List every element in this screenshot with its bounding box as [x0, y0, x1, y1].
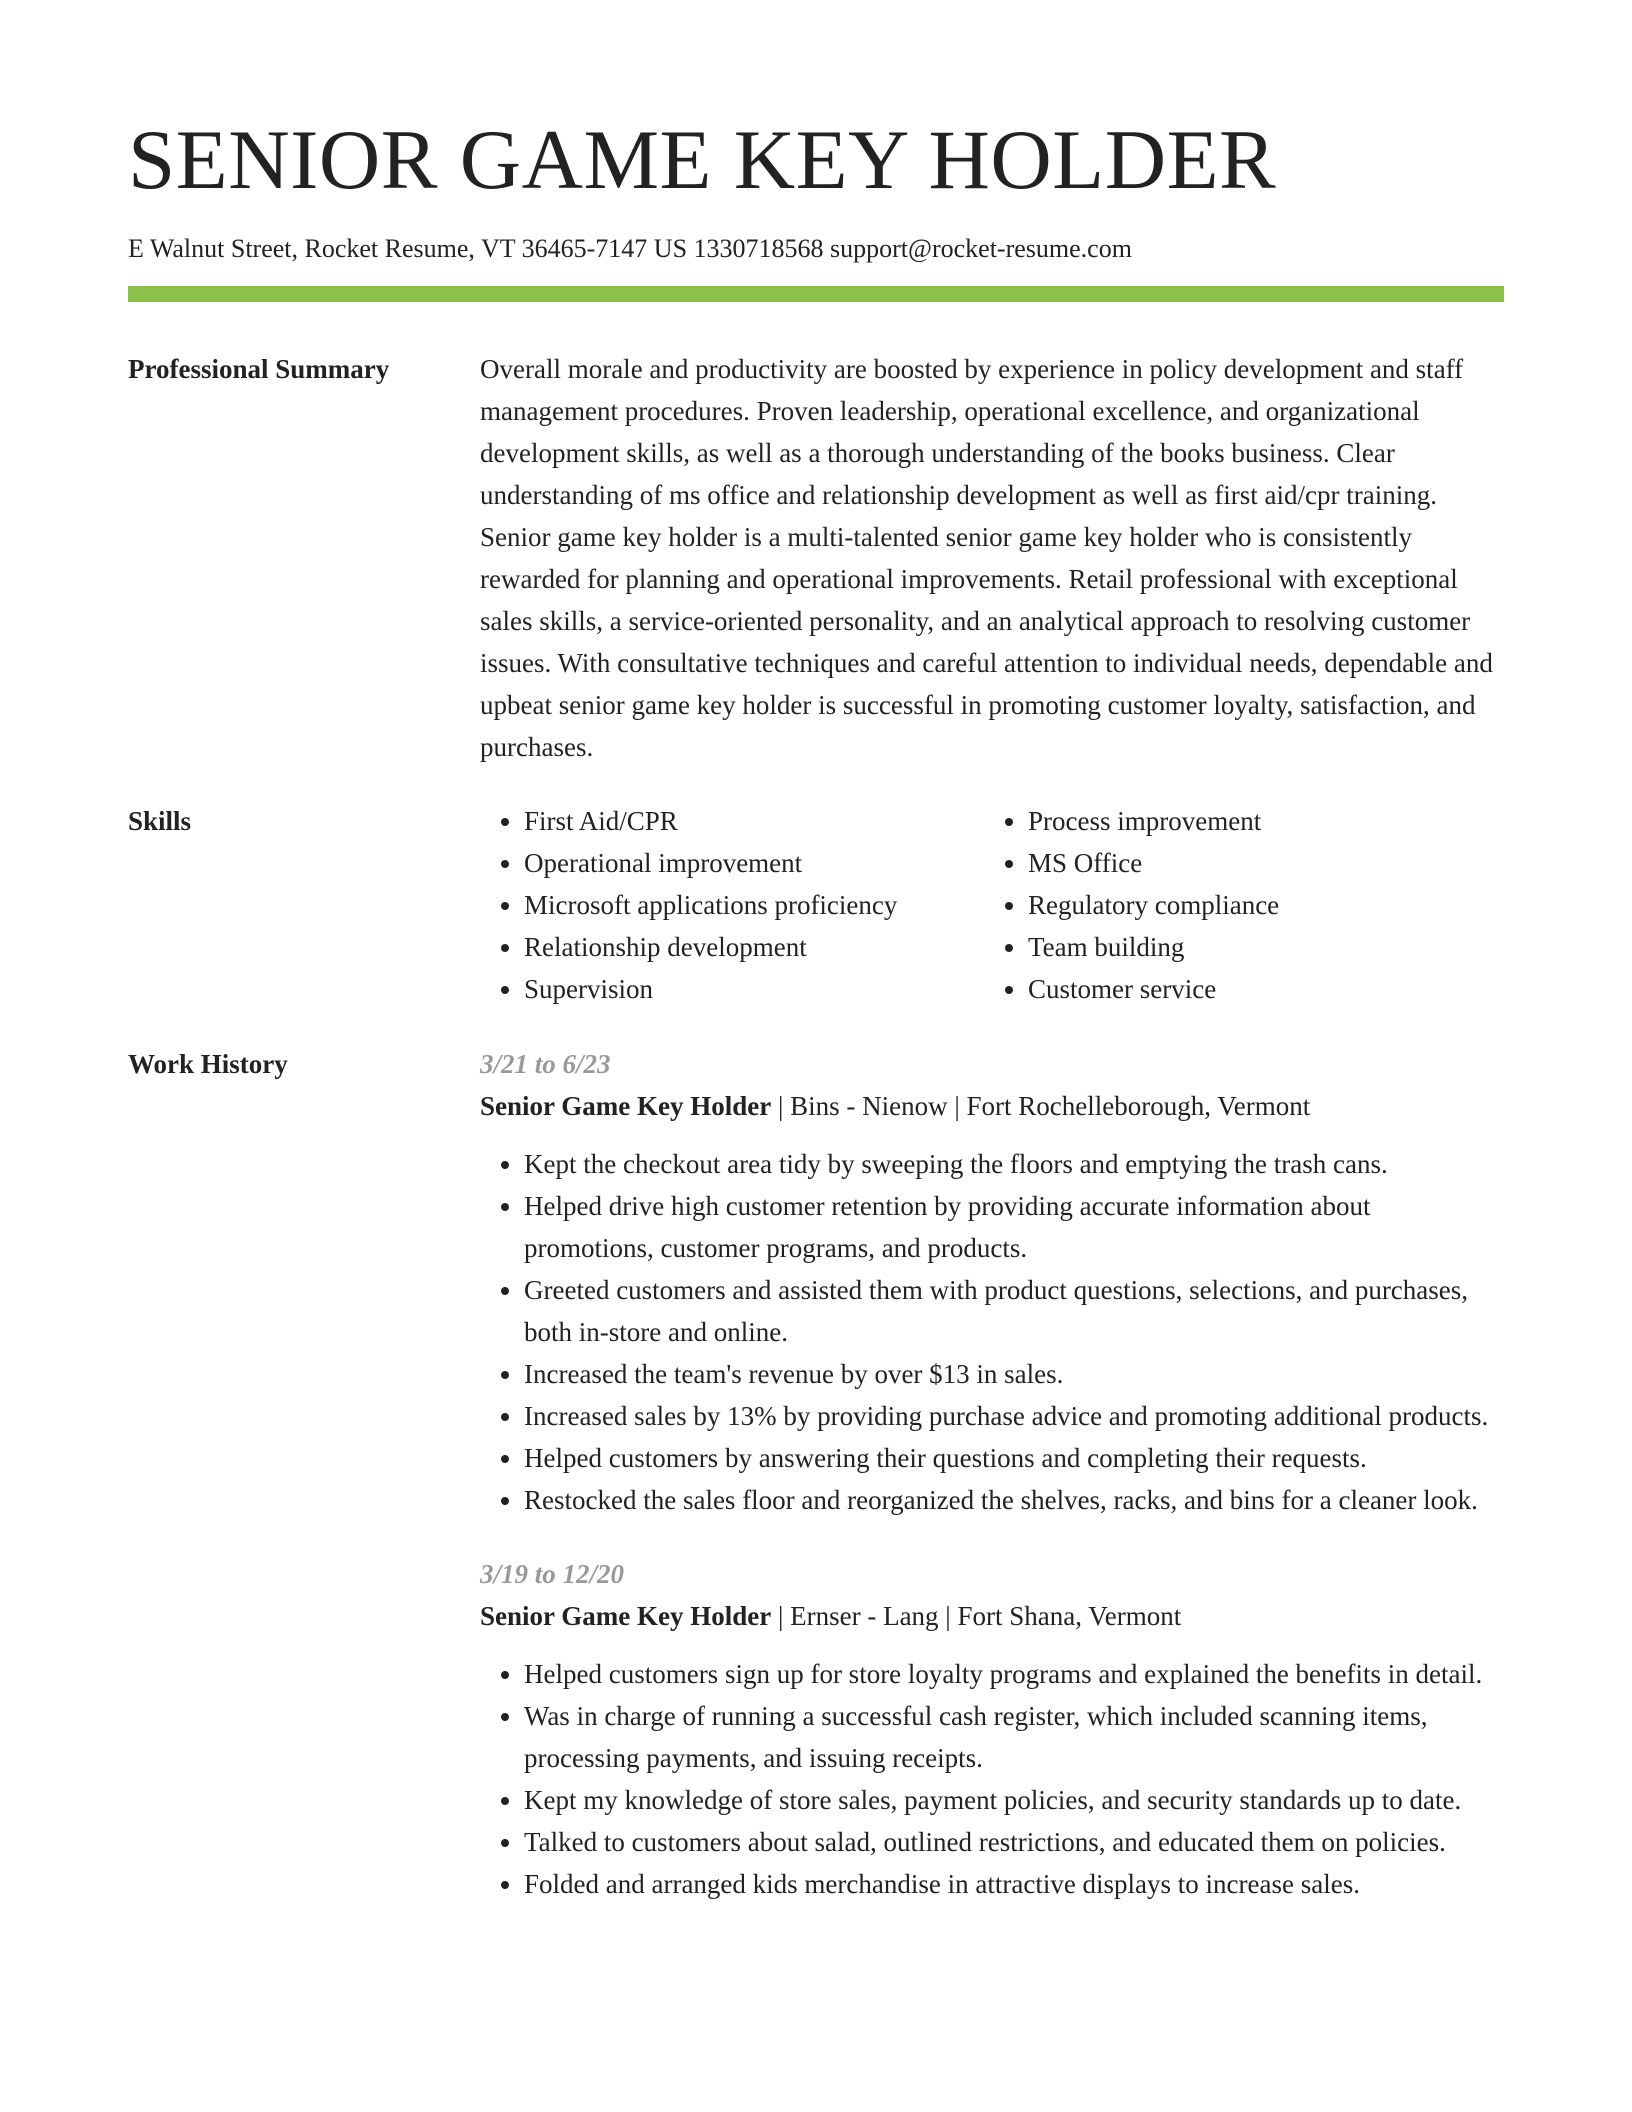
skill-item: • Regulatory compliance: [1028, 884, 1279, 926]
job-header: [480, 1595, 1504, 1637]
skill-item: • MS Office: [1028, 842, 1279, 884]
skill-item: • Team building: [1028, 926, 1279, 968]
job-bullet: • Kept the checkout area tidy by sweeping the floors and emptying the trash cans.: [524, 1143, 1504, 1185]
job-bullets: [480, 1143, 1504, 1521]
job-dates: 3/21 to 6/23: [480, 1049, 611, 1079]
section-label-skills: Skills: [128, 806, 192, 836]
job-bullet: • Increased sales by 13% by providing purchase advice and promoting additional products.: [524, 1395, 1504, 1437]
job-header: [480, 1085, 1504, 1127]
skills-list-right: [984, 800, 1279, 1010]
job-bullet: • Helped customers sign up for store loyalty programs and explained the benefits in detail.: [524, 1653, 1504, 1695]
contact-info: E Walnut Street, Rocket Resume, VT 36465-7147 US 1330718568 support@rocket-resume.com: [128, 234, 1132, 263]
job-dates: 3/19 to 12/20: [480, 1559, 625, 1589]
job-bullet: • Increased the team's revenue by over $13 in sales.: [524, 1353, 1504, 1395]
skill-item: • Relationship development: [524, 926, 984, 968]
job-bullet: • Greeted customers and assisted them with product questions, selections, and purchases, both in-store and online.: [524, 1269, 1504, 1353]
job-bullet: • Folded and arranged kids merchandise in attractive displays to increase sales.: [524, 1863, 1504, 1905]
skills-list-left: [480, 800, 984, 1010]
job-entry: [480, 1043, 1504, 1521]
job-bullet: • Helped customers by answering their questions and completing their requests.: [524, 1437, 1504, 1479]
skills-section: [128, 800, 1504, 1010]
work-history-section: [128, 1043, 1504, 1905]
skill-item: • Customer service: [1028, 968, 1279, 1010]
job-bullets: [480, 1653, 1504, 1905]
job-bullet: • Helped drive high customer retention by providing accurate information about promotions, customer programs, and products.: [524, 1185, 1504, 1269]
resume-title: SENIOR GAME KEY HOLDER: [128, 113, 1277, 207]
skill-item: • Process improvement: [1028, 800, 1279, 842]
job-employer-location: | Bins - Nienow | Fort Rochelleborough, Vermont: [771, 1091, 1311, 1121]
job-bullet: • Talked to customers about salad, outlined restrictions, and educated them on policies.: [524, 1821, 1504, 1863]
section-label-summary: Professional Summary: [128, 354, 390, 384]
skill-item: • First Aid/CPR: [524, 800, 984, 842]
job-title: Senior Game Key Holder: [480, 1601, 772, 1631]
job-title: Senior Game Key Holder: [480, 1091, 772, 1121]
skill-item: • Microsoft applications proficiency: [524, 884, 984, 926]
job-bullet: • Kept my knowledge of store sales, payment policies, and security standards up to date.: [524, 1779, 1504, 1821]
skill-item: • Supervision: [524, 968, 984, 1010]
job-entry: [480, 1553, 1504, 1905]
job-bullet: • Restocked the sales floor and reorganized the shelves, racks, and bins for a cleaner look.: [524, 1479, 1504, 1521]
job-employer-location: | Ernser - Lang | Fort Shana, Vermont: [771, 1601, 1182, 1631]
skill-item: • Operational improvement: [524, 842, 984, 884]
job-bullet: • Was in charge of running a successful cash register, which included scanning items, processing payments, and issuing receipts.: [524, 1695, 1504, 1779]
section-label-work-history: Work History: [128, 1049, 288, 1079]
professional-summary-section: [128, 348, 1504, 768]
summary-text: Overall morale and productivity are boosted by experience in policy development and staff management procedures. Proven leadership, operational excellence, and organizational development skills, as well as a thorough understanding of the books business. Clear understanding of ms office and relationship development as well as first aid/cpr training. Senior game key holder is a multi-talented senior game key holder who is consistently rewarded for planning and operational improvements. Retail professional with exceptional sales skills, a service-oriented personality, and an analytical approach to resolving customer issues. With consultative techniques and careful attention to individual needs, dependable and upbeat senior game key holder is successful in promoting customer loyalty, satisfaction, and purchases.: [480, 354, 1493, 762]
accent-divider: [128, 286, 1504, 302]
